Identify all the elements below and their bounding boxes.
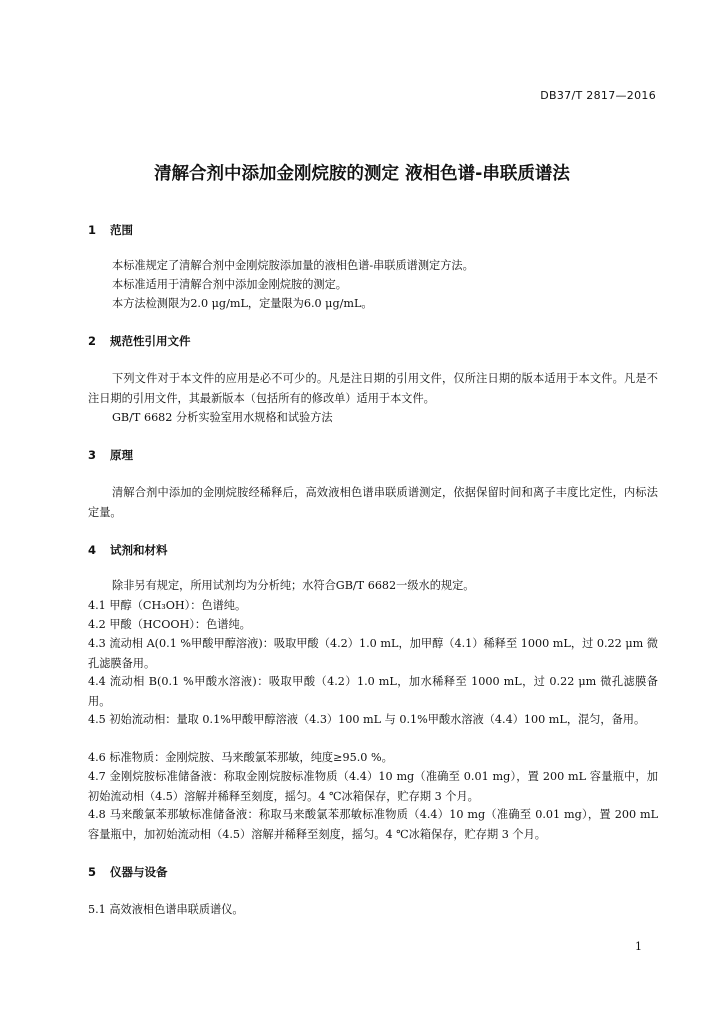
- list-item: 4.4 流动相 B(0.1 %甲酸水溶液)：吸取甲酸（4.2）1.0 mL，加水稀释至 1000 mL，过 0.22 μm 微孔滤膜备用。: [88, 675, 658, 708]
- standard-code: DB37/T 2817—2016: [540, 89, 656, 102]
- section-number: 1: [88, 223, 97, 237]
- list-item: 4.5 初始流动相：量取 0.1%甲酸甲醇溶液（4.3）100 mL 与 0.1%甲酸水溶液（4.4）100 mL，混匀，备用。: [88, 713, 646, 726]
- section-title: 试剂和材料: [110, 543, 168, 557]
- section-1-heading: [88, 222, 133, 238]
- section-title: 规范性引用文件: [110, 334, 191, 348]
- paragraph: 除非另有规定，所用试剂均为分析纯；水符合GB/T 6682一级水的规定。: [112, 579, 475, 592]
- list-item: 4.1 甲醇（CH₃OH）：色谱纯。: [88, 599, 247, 612]
- section-4-heading: [88, 542, 168, 558]
- list-item: 4.6 标准物质：金刚烷胺、马来酸氯苯那敏，纯度≥95.0 %。: [88, 751, 393, 764]
- list-item: 5.1 高效液相色谱串联质谱仪。: [88, 903, 244, 916]
- section-3-heading: [88, 447, 133, 463]
- paragraph: 本方法检测限为2.0 μg/mL，定量限为6.0 μg/mL。: [112, 297, 373, 310]
- page-number: 1: [635, 940, 642, 953]
- list-item: 4.2 甲酸（HCOOH）：色谱纯。: [88, 618, 251, 631]
- paragraph: 清解合剂中添加的金刚烷胺经稀释后，高效液相色谱串联质谱测定，依据保留时间和离子丰度比定性，内标法定量。: [88, 486, 658, 519]
- list-item: 4.8 马来酸氯苯那敏标准储备液：称取马来酸氯苯那敏标准物质（4.4）10 mg（准确至 0.01 mg），置 200 mL 容量瓶中，加初始流动相（4.5）溶解并稀释至刻度，摇匀。4 ℃冰箱保存，贮存期 3 个月。: [88, 808, 658, 841]
- section-number: 5: [88, 865, 97, 879]
- section-number: 4: [88, 543, 97, 557]
- section-title: 原理: [110, 448, 134, 462]
- document-title: 清解合剂中添加金刚烷胺的测定 液相色谱-串联质谱法: [154, 164, 570, 184]
- normative-reference: GB/T 6682 分析实验室用水规格和试验方法: [112, 411, 333, 424]
- paragraph: 下列文件对于本文件的应用是必不可少的。凡是注日期的引用文件，仅所注日期的版本适用于本文件。凡是不注日期的引用文件，其最新版本（包括所有的修改单）适用于本文件。: [88, 372, 658, 405]
- paragraph: 本标准适用于清解合剂中添加金刚烷胺的测定。: [112, 278, 347, 291]
- section-2-heading: [88, 333, 191, 349]
- paragraph: 本标准规定了清解合剂中金刚烷胺添加量的液相色谱-串联质谱测定方法。: [112, 259, 474, 272]
- section-title: 范围: [110, 223, 134, 237]
- section-number: 2: [88, 334, 97, 348]
- section-number: 3: [88, 448, 97, 462]
- list-item: 4.3 流动相 A(0.1 %甲酸甲醇溶液)：吸取甲酸（4.2）1.0 mL，加甲醇（4.1）稀释至 1000 mL，过 0.22 μm 微孔滤膜备用。: [88, 637, 658, 670]
- section-title: 仪器与设备: [110, 865, 168, 879]
- section-5-heading: [88, 864, 168, 880]
- list-item: 4.7 金刚烷胺标准储备液：称取金刚烷胺标准物质（4.4）10 mg（准确至 0.01 mg），置 200 mL 容量瓶中，加初始流动相（4.5）溶解并稀释至刻度，摇匀。4 ℃冰箱保存，贮存期 3 个月。: [88, 770, 658, 803]
